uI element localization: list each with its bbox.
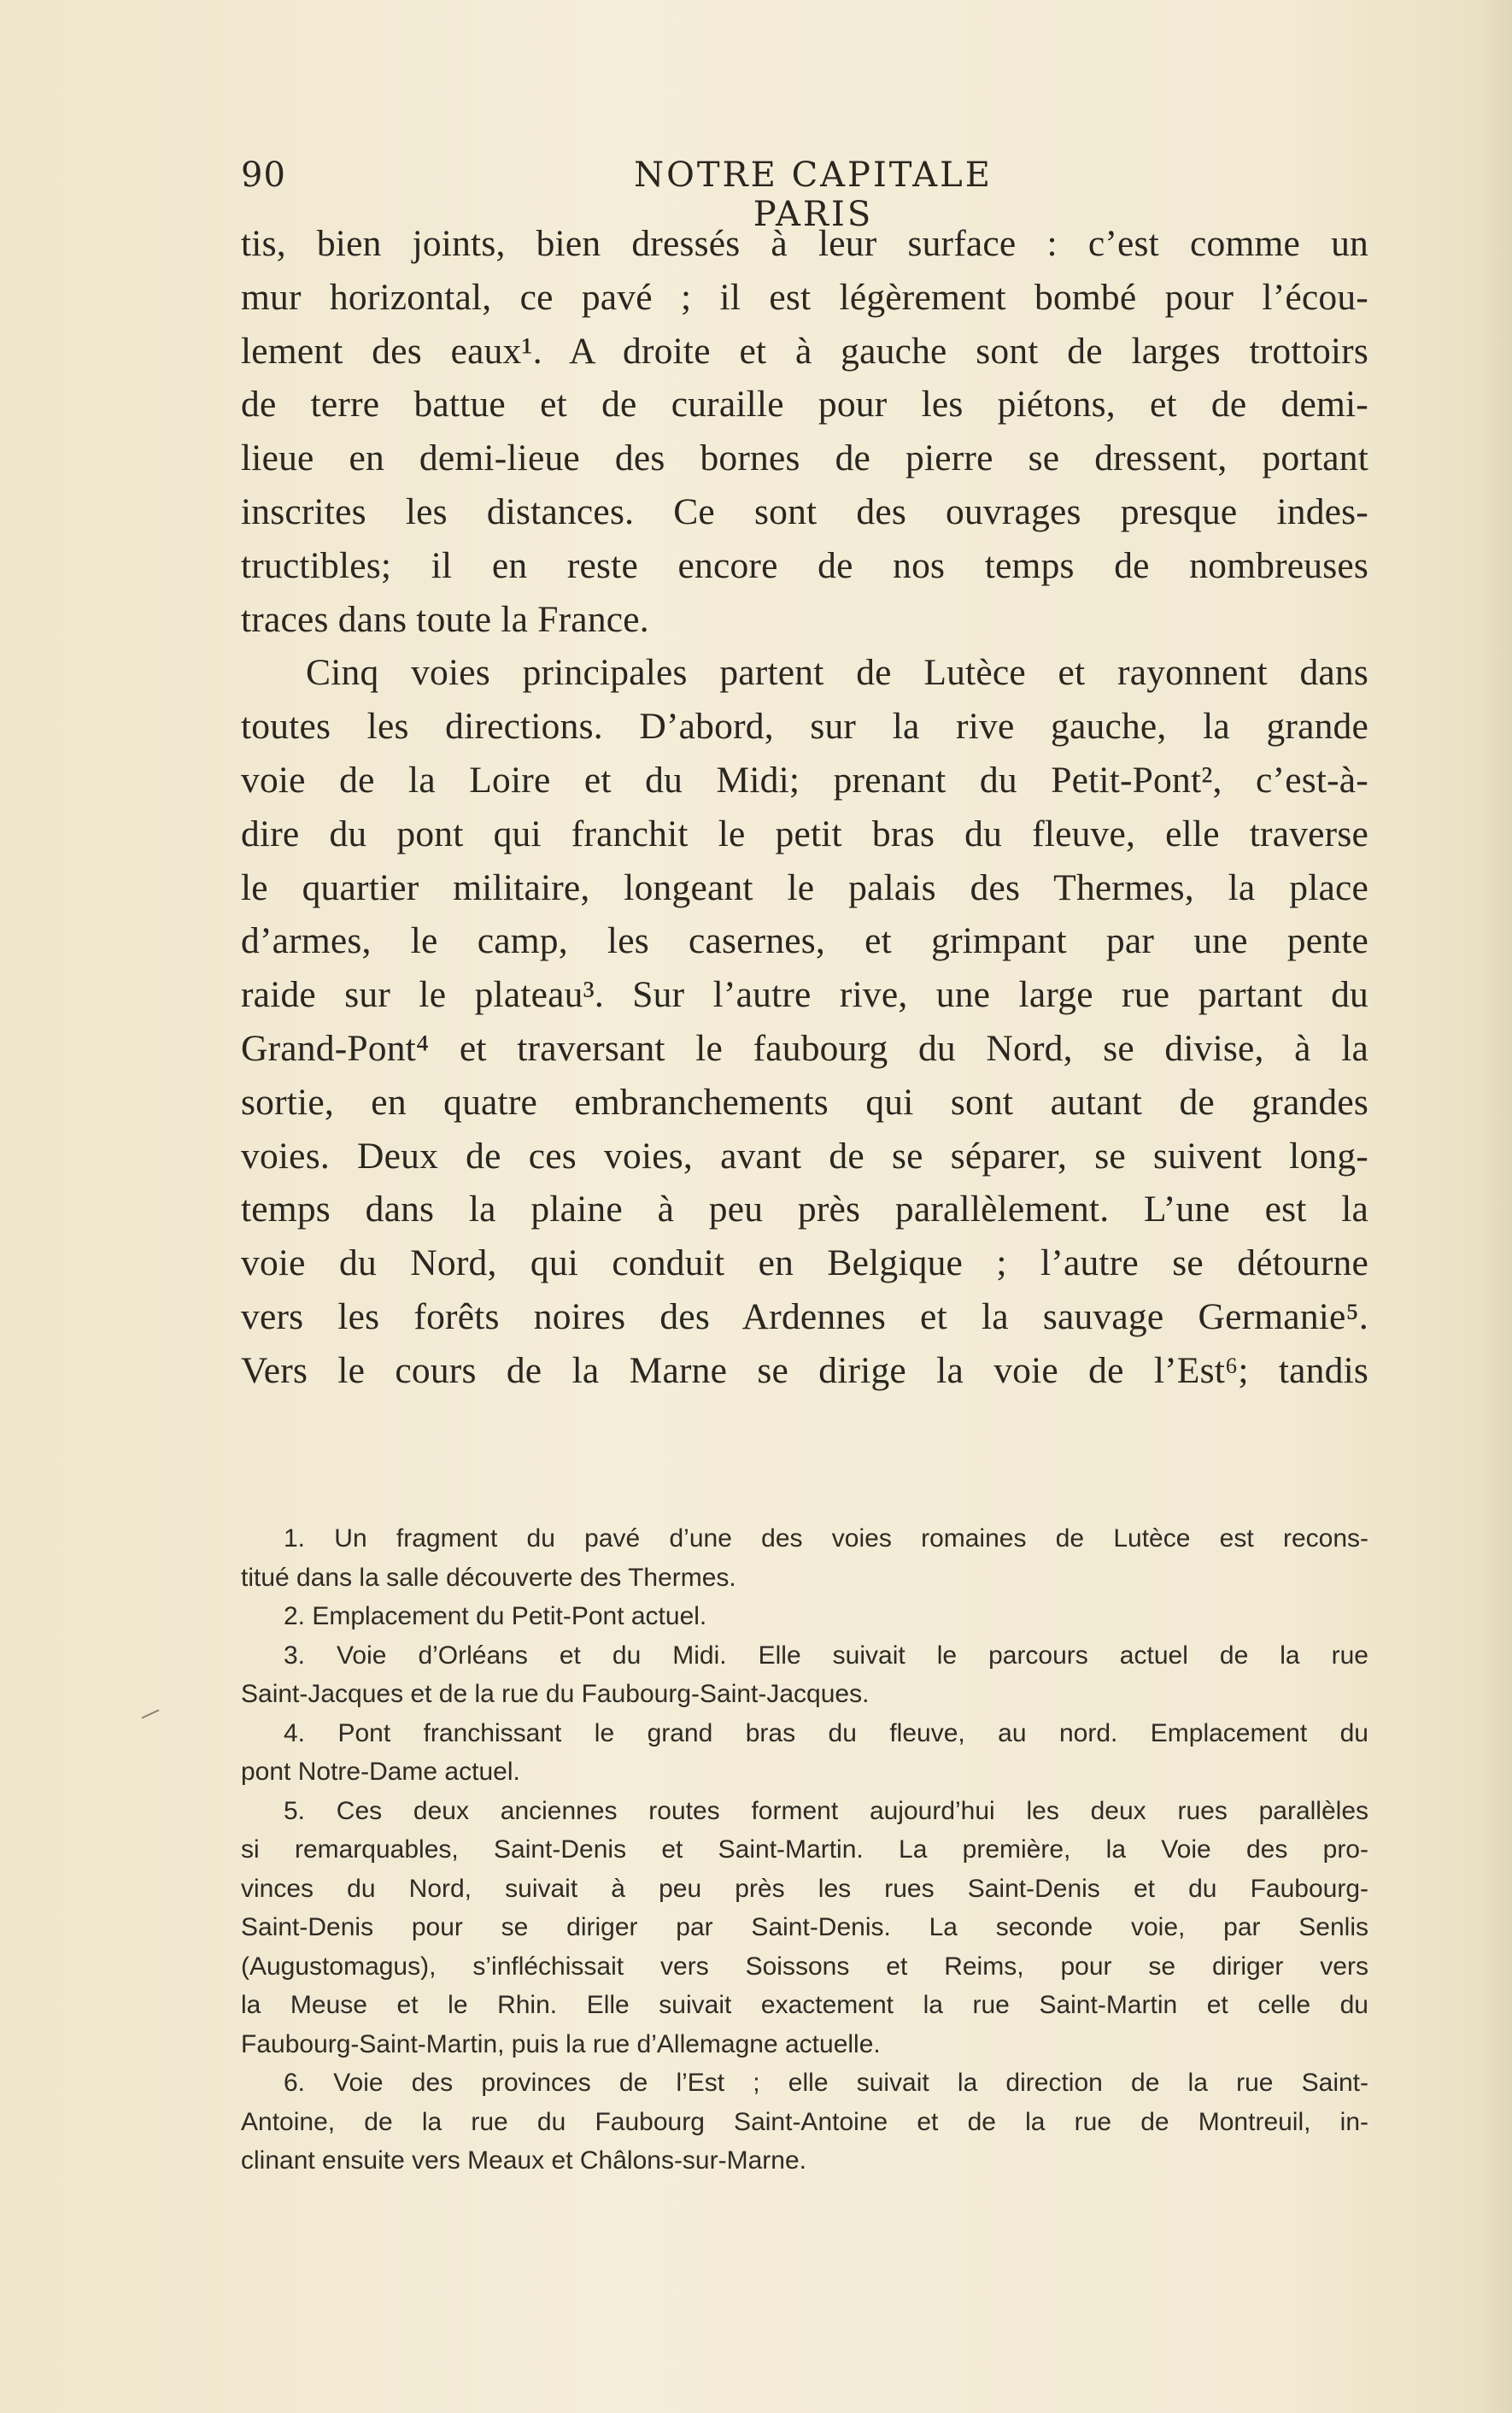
footnotes bbox=[241, 1519, 1368, 2181]
footnote-line: Saint-Jacques et de la rue du Faubourg-Saint-Jacques. bbox=[241, 1680, 870, 1708]
body-line: Grand-Pont⁴ et traversant le faubourg du Nord, se divise, à la bbox=[241, 1027, 1368, 1069]
body-line: Vers le cours de la Marne se dirige la voie de l’Est⁶; tandis bbox=[241, 1349, 1368, 1391]
running-title: NOTRE CAPITALE PARIS bbox=[634, 156, 993, 234]
footnote-line: vinces du Nord, suivait à peu près les rues Saint-Denis et du Faubourg- bbox=[241, 1874, 1368, 1903]
page-edge-shade bbox=[1478, 0, 1512, 2413]
footnote-line: clinant ensuite vers Meaux et Châlons-sur-Marne. bbox=[241, 2146, 806, 2175]
body-line: mur horizontal, ce pavé ; il est légèrement bombé pour l’écou- bbox=[241, 276, 1368, 318]
body-line: toutes les directions. D’abord, sur la rive gauche, la grande bbox=[241, 706, 1368, 748]
body-line: inscrites les distances. Ce sont des ouvrages presque indes- bbox=[241, 490, 1368, 532]
footnote-line: 1. Un fragment du pavé d’une des voies romaines de Lutèce est recons- bbox=[284, 1524, 1368, 1553]
body-text bbox=[241, 217, 1368, 1398]
body-line: d’armes, le camp, les casernes, et grimpant par une pente bbox=[241, 920, 1368, 962]
body-line: dire du pont qui franchit le petit bras du fleuve, elle traverse bbox=[241, 813, 1368, 854]
footnote-line: 6. Voie des provinces de l’Est ; elle suivait la direction de la rue Saint- bbox=[284, 2069, 1368, 2097]
body-line: tructibles; il en reste encore de nos temps de nombreuses bbox=[241, 544, 1368, 586]
footnote-line: 5. Ces deux anciennes routes forment aujourd’hui les deux rues parallèles bbox=[284, 1796, 1368, 1825]
body-line: le quartier militaire, longeant le palais des Thermes, la place bbox=[241, 866, 1368, 908]
body-line: voie du Nord, qui conduit en Belgique ; l’autre se détourne bbox=[241, 1242, 1368, 1284]
body-line: traces dans toute la France. bbox=[241, 598, 649, 640]
body-line: voies. Deux de ces voies, avant de se séparer, se suivent long- bbox=[241, 1135, 1368, 1177]
footnote-line: 3. Voie d’Orléans et du Midi. Elle suivait le parcours actuel de la rue bbox=[284, 1641, 1368, 1670]
body-line: de terre battue et de curaille pour les piétons, et de demi- bbox=[241, 384, 1368, 426]
footnote-line: 4. Pont franchissant le grand bras du fleuve, au nord. Emplacement du bbox=[284, 1718, 1368, 1747]
page-header bbox=[241, 150, 1368, 234]
footnote-line: 2. Emplacement du Petit-Pont actuel. bbox=[284, 1602, 707, 1630]
body-line: raide sur le plateau³. Sur l’autre rive, une large rue partant du bbox=[241, 974, 1368, 1016]
footnote-line: (Augustomagus), s’infléchissait vers Soissons et Reims, pour se diriger vers bbox=[241, 1952, 1368, 1981]
footnote-line: Faubourg-Saint-Martin, puis la rue d’Allemagne actuelle. bbox=[241, 2029, 881, 2058]
margin-mark bbox=[142, 1709, 160, 1718]
body-line: tis, bien joints, bien dressés à leur surface : c’est comme un bbox=[241, 223, 1368, 264]
body-line: lieue en demi-lieue des bornes de pierre se dressent, portant bbox=[241, 437, 1368, 479]
body-line: vers les forêts noires des Ardennes et la sauvage Germanie⁵. bbox=[241, 1295, 1368, 1337]
body-line: temps dans la plaine à peu près parallèlement. L’une est la bbox=[241, 1189, 1368, 1230]
body-line: Cinq voies principales partent de Lutèce et rayonnent dans bbox=[306, 652, 1368, 694]
page-number: 90 bbox=[241, 156, 286, 195]
footnote-line: pont Notre-Dame actuel. bbox=[241, 1758, 520, 1786]
body-line: voie de la Loire et du Midi; prenant du Petit-Pont², c’est-à- bbox=[241, 759, 1368, 801]
footnote-line: si remarquables, Saint-Denis et Saint-Martin. La première, la Voie des pro- bbox=[241, 1835, 1368, 1864]
footnote-line: Antoine, de la rue du Faubourg Saint-Antoine et de la rue de Montreuil, in- bbox=[241, 2107, 1368, 2136]
footnote-line: Saint-Denis pour se diriger par Saint-Denis. La seconde voie, par Senlis bbox=[241, 1913, 1368, 1941]
footnote-line: la Meuse et le Rhin. Elle suivait exactement la rue Saint-Martin et celle du bbox=[241, 1991, 1368, 2019]
body-line: lement des eaux¹. A droite et à gauche sont de larges trottoirs bbox=[241, 330, 1368, 372]
body-line: sortie, en quatre embranchements qui sont autant de grandes bbox=[241, 1081, 1368, 1123]
footnote-line: titué dans la salle découverte des Thermes. bbox=[241, 1563, 736, 1592]
